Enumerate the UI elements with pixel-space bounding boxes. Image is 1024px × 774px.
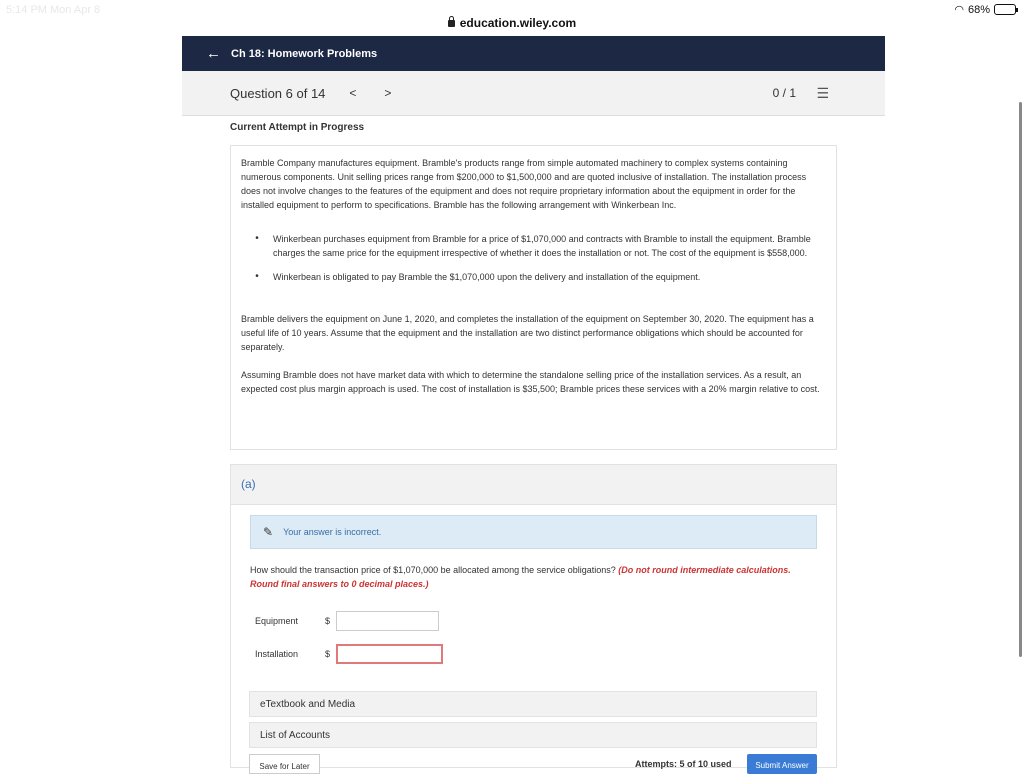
- installation-input[interactable]: [336, 644, 443, 664]
- problem-intro: Bramble Company manufactures equipment. Bramble's products range from simple automated machinery to complex systems containing numerous components. Unit selling prices range from $200,000 to $1,500,000 and are quoted inclusive of installation. The installation process does not involve changes to the features of the equipment and does not require proprietary information about the equipment in order for the installed equipment to perform to specifications. Bramble has the following arrangement with Winkerbean Inc.: [241, 158, 807, 210]
- question-navigation-bar: [182, 71, 885, 116]
- status-bar: [0, 0, 1024, 36]
- question-text: How should the transaction price of $1,070,000 be allocated among the service obligations?: [250, 565, 616, 575]
- problem-paragraph-installation: Assuming Bramble does not have market data with which to determine the standalone selling price of the installation services. As a result, an expected cost plus margin approach is used. The cost of installation is $35,500; Bramble prices these services with a 20% margin relative to cost.: [241, 370, 820, 394]
- part-label: (a): [231, 465, 836, 505]
- homework-app: [182, 36, 885, 771]
- installation-label: Installation: [255, 649, 299, 659]
- equipment-input[interactable]: [336, 611, 439, 631]
- lock-icon: [448, 20, 455, 27]
- status-time: 5:14 PM Mon Apr 8: [6, 4, 101, 16]
- question-list-icon[interactable]: ☰: [816, 84, 829, 101]
- equipment-row: [255, 611, 439, 631]
- wifi-icon: ◠: [954, 4, 964, 16]
- list-item-text: Winkerbean purchases equipment from Bramble for a price of $1,070,000 and contracts with Bramble to install the equipment. Bramble charges the same price for the equipment irrespective of whether it does the installation or not. The cost of the equipment is $558,000.: [273, 234, 811, 258]
- problem-paragraph-delivery: Bramble delivers the equipment on June 1, 2020, and completes the installation of the equipment on September 30, 2020. The equipment has a useful life of 10 years. Assume that the equipment and the installation are two distinct performance obligations which should be accounted for separately.: [241, 314, 814, 352]
- attempt-status: Current Attempt in Progress: [230, 122, 365, 133]
- list-item: [241, 270, 826, 284]
- question-instruction: (Do not round intermediate calculations. Round final answers to 0 decimal places.): [250, 565, 791, 589]
- feedback-banner: [250, 515, 817, 549]
- next-question-button[interactable]: >: [384, 86, 392, 100]
- previous-question-button[interactable]: <: [349, 86, 357, 100]
- url-text: education.wiley.com: [459, 16, 577, 30]
- currency-symbol: $: [325, 649, 331, 659]
- chapter-title[interactable]: Ch 18: Homework Problems: [231, 47, 378, 60]
- feedback-text: Your answer is incorrect.: [283, 527, 382, 537]
- part-question: [250, 563, 810, 591]
- submit-answer-button[interactable]: Submit Answer: [747, 754, 817, 774]
- back-arrow-icon[interactable]: ←: [206, 45, 221, 62]
- battery-percent: 68%: [967, 3, 990, 16]
- top-navigation: [182, 36, 885, 71]
- save-for-later-button[interactable]: Save for Later: [249, 754, 320, 774]
- page-scrollbar[interactable]: [1019, 102, 1022, 657]
- installation-row: [255, 644, 443, 664]
- arrangement-list: [241, 232, 826, 284]
- etextbook-button[interactable]: eTextbook and Media: [249, 691, 817, 717]
- battery-icon: [994, 4, 1016, 15]
- bullet-icon: •: [255, 233, 259, 244]
- currency-symbol: $: [325, 616, 331, 626]
- address-bar[interactable]: [0, 16, 1024, 30]
- list-item-text: Winkerbean is obligated to pay Bramble the $1,070,000 upon the delivery and installation of the equipment.: [273, 272, 701, 282]
- question-counter: Question 6 of 14: [230, 85, 326, 101]
- list-item: [241, 232, 826, 260]
- status-indicators: [954, 3, 1016, 16]
- problem-statement: [230, 145, 837, 450]
- bullet-icon: •: [255, 271, 259, 282]
- equipment-label: Equipment: [255, 616, 299, 626]
- attempts-counter: Attempts: 5 of 10 used: [635, 759, 732, 769]
- list-of-accounts-button[interactable]: List of Accounts: [249, 722, 817, 748]
- pencil-icon: ✎: [263, 525, 274, 539]
- question-score: 0 / 1: [772, 86, 796, 100]
